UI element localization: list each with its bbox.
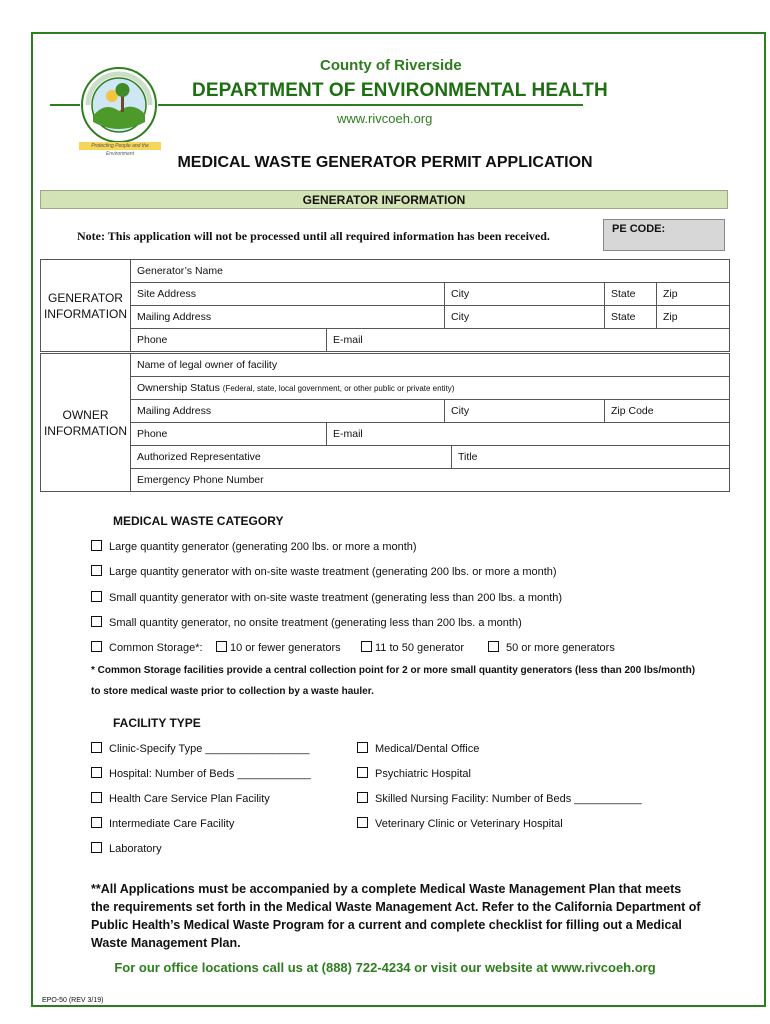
checkbox[interactable] <box>488 641 499 652</box>
mailing-address-field[interactable]: Mailing Address <box>131 306 445 329</box>
owner-info-table <box>40 353 730 492</box>
pe-code-box[interactable] <box>603 219 725 251</box>
legal-owner-field[interactable]: Name of legal owner of facility <box>131 354 730 377</box>
owner-city-field[interactable]: City <box>445 400 605 423</box>
checkbox[interactable] <box>91 616 102 627</box>
owner-zip-field[interactable]: Zip Code <box>605 400 730 423</box>
mailing-state-field[interactable]: State <box>605 306 657 329</box>
checkbox[interactable] <box>91 591 102 602</box>
checkbox[interactable] <box>91 817 102 828</box>
form-revision-id: EPO-50 (REV 3/19) <box>42 997 104 1004</box>
website-link[interactable]: www.rivcoeh.org <box>337 111 433 126</box>
facility-option[interactable]: Laboratory <box>91 842 162 855</box>
facility-option[interactable]: Psychiatric Hospital <box>357 767 471 780</box>
facility-option[interactable]: Skilled Nursing Facility: Number of Beds ___________ <box>357 792 642 805</box>
owner-mailing-address-field[interactable]: Mailing Address <box>131 400 445 423</box>
site-address-field[interactable]: Site Address <box>131 283 445 306</box>
facility-option[interactable]: Intermediate Care Facility <box>91 817 234 830</box>
checkbox[interactable] <box>91 540 102 551</box>
generator-email-field[interactable]: E-mail <box>327 329 730 352</box>
checkbox[interactable] <box>357 767 368 778</box>
checkbox[interactable] <box>91 767 102 778</box>
rep-title-field[interactable]: Title <box>452 446 730 469</box>
facility-option[interactable]: Veterinary Clinic or Veterinary Hospital <box>357 817 563 830</box>
owner-side-label: OWNER INFORMATION <box>41 354 131 492</box>
common-storage-option[interactable]: Common Storage*: <box>91 641 203 654</box>
office-contact-line: For our office locations call us at (888) 722-4234 or visit our website at www.rivcoeh.org <box>114 960 656 975</box>
generator-phone-field[interactable]: Phone <box>131 329 327 352</box>
facility-option[interactable]: Clinic-Specify Type _________________ <box>91 742 309 755</box>
category-option[interactable]: Small quantity generator with on-site waste treatment (generating less than 200 lbs. a month) <box>91 591 562 604</box>
owner-phone-field[interactable]: Phone <box>131 423 327 446</box>
checkbox[interactable] <box>216 641 227 652</box>
site-city-field[interactable]: City <box>445 283 605 306</box>
checkbox[interactable] <box>91 742 102 753</box>
facility-type-heading: FACILITY TYPE <box>113 716 201 730</box>
generator-name-field[interactable]: Generator’s Name <box>131 260 730 283</box>
storage-option[interactable]: 50 or more generators <box>488 641 615 654</box>
category-option[interactable]: Large quantity generator (generating 200 lbs. or more a month) <box>91 540 417 553</box>
emergency-phone-field[interactable]: Emergency Phone Number <box>131 469 730 492</box>
header-rule-left <box>50 104 80 106</box>
category-option[interactable]: Large quantity generator with on-site waste treatment (generating 200 lbs. or more a month) <box>91 565 557 578</box>
header-rule-right <box>158 104 583 106</box>
generator-info-bar: GENERATOR INFORMATION <box>40 190 728 209</box>
mailing-city-field[interactable]: City <box>445 306 605 329</box>
ownership-status-field[interactable]: Ownership Status (Federal, state, local government, or other public or private entity) <box>131 377 730 400</box>
checkbox[interactable] <box>357 817 368 828</box>
mailing-zip-field[interactable]: Zip <box>657 306 730 329</box>
generator-info-table <box>40 259 730 352</box>
site-zip-field[interactable]: Zip <box>657 283 730 306</box>
management-plan-requirement: **All Applications must be accompanied by a complete Medical Waste Management Plan that meets the requirements set forth in the Medical Waste Management Act. Refer to the California Department of Public Health’s Medical Waste Program for a current and complete checklist for filling out a Medical Waste Management Plan. <box>91 882 701 950</box>
county-name: County of Riverside <box>320 57 462 74</box>
page-title: MEDICAL WASTE GENERATOR PERMIT APPLICATION <box>177 154 593 171</box>
checkbox[interactable] <box>91 641 102 652</box>
pe-code-label: PE CODE: <box>612 223 666 235</box>
checkbox[interactable] <box>91 565 102 576</box>
department-name: DEPARTMENT OF ENVIRONMENTAL HEALTH <box>192 80 608 101</box>
facility-option[interactable]: Hospital: Number of Beds ____________ <box>91 767 311 780</box>
facility-option[interactable]: Medical/Dental Office <box>357 742 479 755</box>
waste-category-heading: MEDICAL WASTE CATEGORY <box>113 514 284 528</box>
storage-option[interactable]: 11 to 50 generator <box>361 641 464 654</box>
logo-tagline: Protecting People and the Environment <box>79 142 161 150</box>
authorized-rep-field[interactable]: Authorized Representative <box>131 446 452 469</box>
owner-email-field[interactable]: E-mail <box>327 423 730 446</box>
storage-footnote-line1: * Common Storage facilities provide a central collection point for 2 or more small quantity generators (less than 200 lbs/month) <box>91 665 696 676</box>
processing-note: Note: This application will not be processed until all required information has been received. <box>77 229 550 243</box>
checkbox[interactable] <box>357 792 368 803</box>
category-option[interactable]: Small quantity generator, no onsite treatment (generating less than 200 lbs. a month) <box>91 616 522 629</box>
checkbox[interactable] <box>91 792 102 803</box>
storage-option[interactable]: 10 or fewer generators <box>216 641 341 654</box>
checkbox[interactable] <box>357 742 368 753</box>
storage-footnote-line2: to store medical waste prior to collection by a waste hauler. <box>91 686 374 697</box>
generator-side-label: GENERATOR INFORMATION <box>41 260 131 352</box>
checkbox[interactable] <box>361 641 372 652</box>
facility-option[interactable]: Health Care Service Plan Facility <box>91 792 270 805</box>
checkbox[interactable] <box>91 842 102 853</box>
site-state-field[interactable]: State <box>605 283 657 306</box>
county-seal-logo <box>80 66 158 144</box>
